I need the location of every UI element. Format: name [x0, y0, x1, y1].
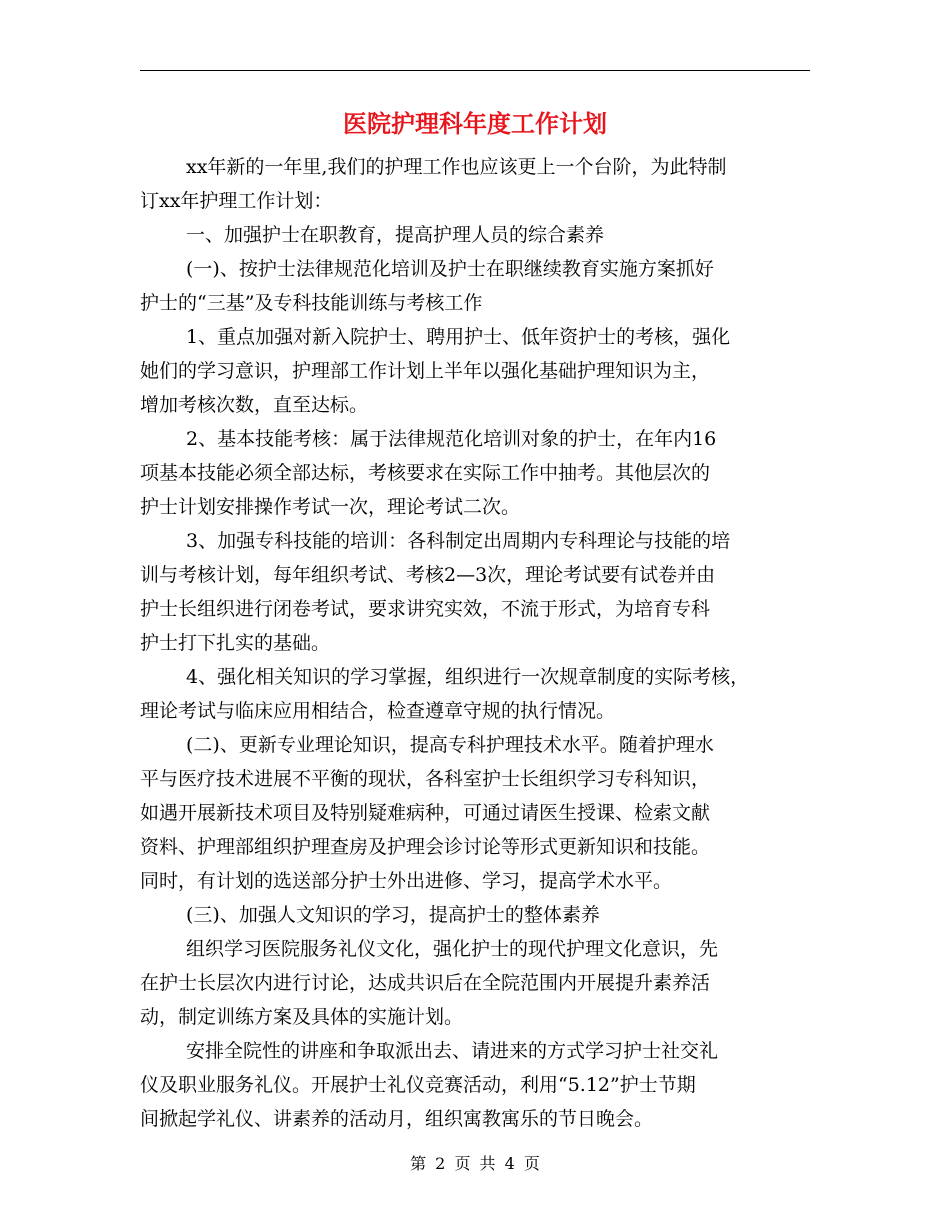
- body-text-line: 订xx年护理工作计划：: [140, 190, 333, 212]
- body-text-line: 护士长组织进行闭卷考试，要求讲究实效，不流于形式，为培育专科: [140, 598, 711, 620]
- body-text-line: 同时，有计划的选送部分护士外出进修、学习，提高学术水平。: [140, 870, 673, 892]
- body-text-line: 3、加强专科技能的培训：各科制定出周期内专科理论与技能的培: [186, 530, 731, 552]
- document-body: [140, 150, 812, 1136]
- body-text-line: 资料、护理部组织护理查房及护理会诊讨论等形式更新知识和技能。: [140, 836, 711, 858]
- body-text-line: 安排全院性的讲座和争取派出去、请进来的方式学习护士社交礼: [186, 1040, 719, 1062]
- body-text-line: (一)、按护士法律规范化培训及护士在职继续教育实施方案抓好: [186, 258, 714, 280]
- body-text-line: 训与考核计划，每年组织考试、考核2—3次，理论考试要有试卷并由: [140, 564, 716, 586]
- body-text-line: 在护士长层次内进行讨论，达成共识后在全院范围内开展提升素养活: [140, 972, 711, 994]
- body-text-line: (二)、更新专业理论知识，提高专科护理技术水平。随着护理水: [186, 734, 714, 756]
- body-text-line: 一、加强护士在职教育，提高护理人员的综合素养: [186, 224, 605, 246]
- body-text-line: 组织学习医院服务礼仪文化，强化护士的现代护理文化意识，先: [186, 938, 719, 960]
- document-title: 医院护理科年度工作计划: [343, 110, 607, 138]
- body-text-line: 理论考试与临床应用相结合，检查遵章守规的执行情况。: [140, 700, 616, 722]
- body-text-line: 仪及职业服务礼仪。开展护士礼仪竞赛活动，利用“5.12”护士节期: [140, 1074, 696, 1096]
- body-text-line: 动，制定训练方案及具体的实施计划。: [140, 1006, 464, 1028]
- body-text-line: 如遇开展新技术项目及特别疑难病种，可通过请医生授课、检索文献: [140, 802, 711, 824]
- header-rule: [140, 70, 810, 71]
- body-text-line: xx年新的一年里,我们的护理工作也应该更上一个台阶，为此特制: [186, 156, 727, 178]
- body-text-line: 增加考核次数，直至达标。: [140, 394, 369, 416]
- page-number: 第 2 页 共 4 页: [410, 1154, 540, 1173]
- body-text-line: 护士计划安排操作考试一次，理论考试二次。: [140, 496, 521, 518]
- body-text-line: 平与医疗技术进展不平衡的现状，各科室护士长组织学习专科知识，: [140, 768, 711, 790]
- body-text-line: (三)、加强人文知识的学习，提高护士的整体素养: [186, 904, 600, 926]
- body-text-line: 项基本技能必须全部达标，考核要求在实际工作中抽考。其他层次的: [140, 462, 711, 484]
- body-text-line: 护士打下扎实的基础。: [140, 632, 331, 654]
- body-text-line: 2、基本技能考核：属于法律规范化培训对象的护士，在年内16: [186, 428, 717, 450]
- body-text-line: 她们的学习意识，护理部工作计划上半年以强化基础护理知识为主，: [140, 360, 711, 382]
- body-text-line: 护士的“三基”及专科技能训练与考核工作: [140, 292, 483, 314]
- body-text-line: 间掀起学礼仪、讲素养的活动月，组织寓教寓乐的节日晚会。: [140, 1108, 654, 1130]
- body-text-line: 1、重点加强对新入院护士、聘用护士、低年资护士的考核，强化: [186, 326, 731, 348]
- body-text-line: 4、强化相关知识的学习掌握，组织进行一次规章制度的实际考核，: [186, 666, 750, 688]
